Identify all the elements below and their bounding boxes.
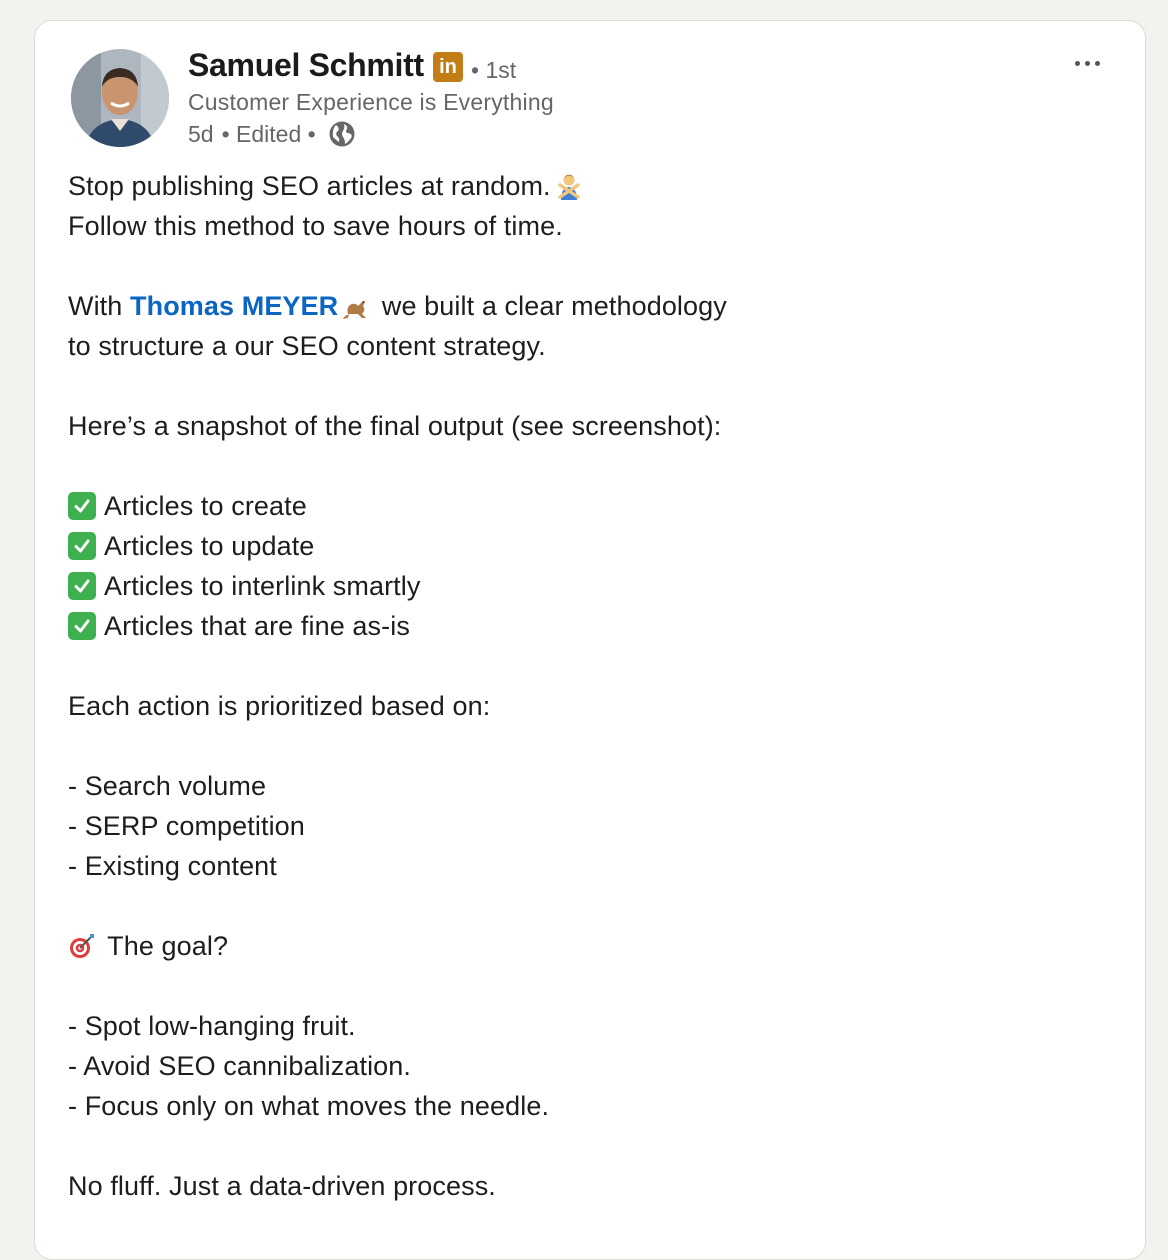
check-mark-button-icon — [68, 612, 96, 640]
post-line: With Thomas MEYER we built a clear methodology — [68, 286, 1108, 326]
kangaroo-icon — [342, 292, 370, 320]
checklist-item: Articles to create — [68, 486, 1108, 526]
more-options-button[interactable] — [1067, 49, 1107, 77]
bullet-item: - Search volume — [68, 771, 267, 801]
linkedin-premium-badge-icon: in — [433, 52, 463, 82]
checklist-item: Articles that are fine as-is — [68, 606, 1108, 646]
post-meta — [188, 120, 356, 148]
post-line: Here’s a snapshot of the final output (see screenshot): — [68, 411, 722, 441]
author-avatar[interactable] — [71, 49, 169, 147]
post-card — [34, 20, 1146, 1260]
post-line: to structure a our SEO content strategy. — [68, 331, 546, 361]
bullet-item: - Spot low-hanging fruit. — [68, 1011, 356, 1041]
post-time[interactable]: 5d — [188, 120, 214, 147]
person-gesturing-no-icon — [555, 172, 583, 200]
bullet-item: - Avoid SEO cannibalization. — [68, 1051, 412, 1081]
bullet-item: - Focus only on what moves the needle. — [68, 1091, 550, 1121]
post-line: The goal? — [68, 926, 1108, 966]
bullet-item: - SERP competition — [68, 811, 305, 841]
post-line: No fluff. Just a data-driven process. — [68, 1171, 496, 1201]
direct-hit-icon — [68, 932, 96, 960]
check-mark-button-icon — [68, 572, 96, 600]
checklist-item: Articles to interlink smartly — [68, 566, 1108, 606]
post-line: Follow this method to save hours of time. — [68, 211, 563, 241]
edited-label: • Edited • — [221, 120, 316, 147]
post-line: Stop publishing SEO articles at random. — [68, 166, 1108, 206]
post-line: Each action is prioritized based on: — [68, 691, 491, 721]
author-headline: Customer Experience is Everything — [188, 89, 554, 115]
avatar-photo — [71, 49, 169, 147]
check-mark-button-icon — [68, 492, 96, 520]
more-options-icon — [1075, 61, 1080, 66]
author-name[interactable]: Samuel Schmitt — [188, 47, 424, 83]
check-mark-button-icon — [68, 532, 96, 560]
bullet-item: - Existing content — [68, 851, 277, 881]
checklist-item: Articles to update — [68, 526, 1108, 566]
post-body — [68, 166, 1108, 1206]
mention-link[interactable]: Thomas MEYER — [130, 291, 339, 321]
globe-icon — [328, 120, 356, 148]
connection-degree: • 1st — [471, 57, 517, 83]
